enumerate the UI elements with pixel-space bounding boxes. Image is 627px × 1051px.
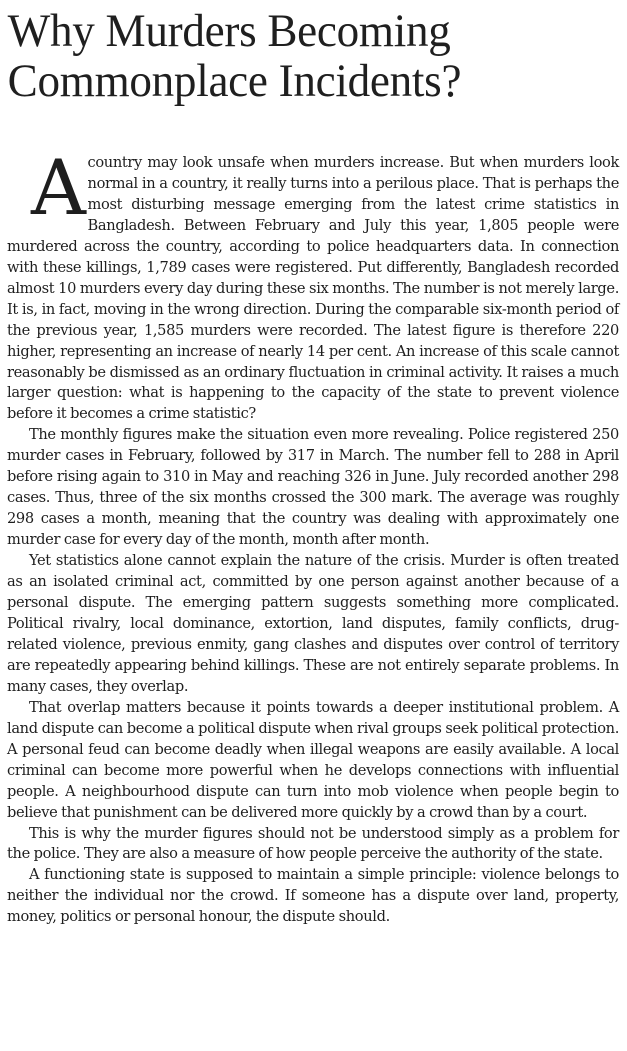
article-paragraph-3: Yet statistics alone cannot explain the nature of the crisis. Murder is often treated as an isolated criminal act, committed by one person against another because of a personal dispute. The emerging pattern suggests something more complicated. Political rivalry, local dominance, extortion, land disputes, family conflicts, drug-related violence, previous enmity, gang clashes and disputes over control of territory are repeatedly appearing behind killings. These are not entirely separate problems. In many cases, they overlap.	[7, 552, 619, 695]
article-body	[7, 143, 619, 928]
article-paragraph-2: The monthly figures make the situation even more revealing. Police registered 250 murder cases in February, followed by 317 in March. The number fell to 288 in April before rising again to 310 in May and reaching 326 in June. July recorded another 298 cases. Thus, three of the six months crossed the 300 mark. The average was roughly 298 cases a month, meaning that the country was dealing with approximately one murder case for every day of the month, month after month.	[7, 426, 619, 549]
article-headline: Why Murders Becoming Commonplace Incidents?	[7, 5, 462, 107]
drop-cap: A	[31, 143, 86, 232]
article-paragraph-6: A functioning state is supposed to maintain a simple principle: violence belongs to neither the individual nor the crowd. If someone has a dispute over land, property, money, politics or personal honour, the dispute should.	[7, 866, 619, 926]
paragraph-text: country may look unsafe when murders increase. But when murders look normal in a country, it really turns into a perilous place. That is perhaps the most disturbing message emerging from the latest crime statistics in Bangladesh. Between February and July this year, 1,805 people were murdered across the country, according to police headquarters data. In connection with these killings, 1,789 cases were registered. Put differently, Bangladesh recorded almost 10 murders every day during these six months. The number is not merely large. It is, in fact, moving in the wrong direction. During the comparable six-month period of the previous year, 1,585 murders were recorded. The latest figure is therefore 220 higher, representing an increase of nearly 14 per cent. An increase of this scale cannot reasonably be dismissed as an ordinary fluctuation in criminal activity. It raises a much larger question: what is happening to the capacity of the state to prevent violence before it becomes a crime statistic?	[7, 154, 619, 423]
article-paragraph-5: This is why the murder figures should not be understood simply as a problem for the police. They are also a measure of how people perceive the authority of the state.	[7, 824, 619, 863]
article-paragraph-4: That overlap matters because it points towards a deeper institutional problem. A land dispute can become a political dispute when rival groups seek political protection. A personal feud can become deadly when illegal weapons are easily available. A local criminal can become more powerful when he develops connections with influential people. A neighbourhood dispute can turn into mob violence when people begin to believe that punishment can be delivered more quickly by a crowd than by a court.	[7, 698, 619, 821]
article-paragraph-1	[7, 143, 619, 425]
